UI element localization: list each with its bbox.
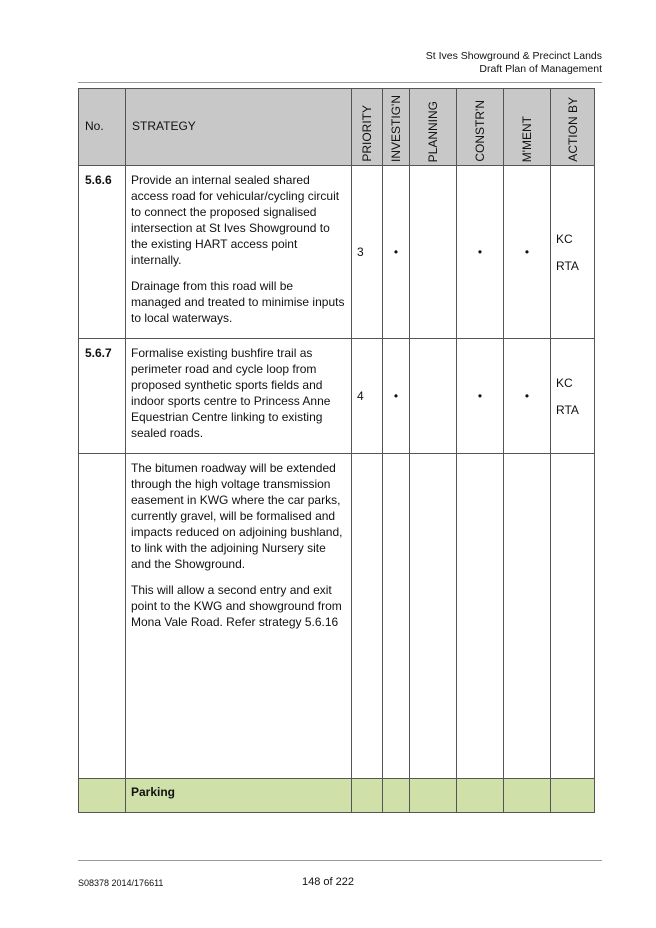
construction-cell [457,454,504,779]
planning-cell [410,166,457,339]
management-cell [504,454,551,779]
header-subtitle: Draft Plan of Management [479,63,602,75]
investigation-cell: • [383,166,410,339]
footer-rule [78,860,602,861]
section-cell [383,779,410,813]
table-header-row [79,89,595,166]
strategy-number: 5.6.7 [79,339,126,454]
strategy-text: The bitumen roadway will be extended through the high voltage transmission easement in KWG where the car parks, currently gravel, will be formalised and impacts reduced on adjoining bushland, to link with the adjoining Nursery site and the Showground. [131,461,343,571]
section-cell [551,779,595,813]
priority-cell [352,454,383,779]
section-no-cell [79,779,126,813]
strategy-table [78,88,595,813]
action-agency: KC [556,375,573,390]
header-action-by: ACTION BY [551,89,595,166]
action-by-cell [551,166,595,339]
section-cell [352,779,383,813]
investigation-cell [383,454,410,779]
document-reference: S08378 2014/176611 [78,878,164,888]
header-title: St Ives Showground & Precinct Lands [425,50,602,62]
strategy-text: Provide an internal sealed shared access road for vehicular/cycling circuit to connect the proposed signalised intersection at St Ives Showground to the existing HART access point internally. [131,173,340,267]
investigation-cell: • [383,339,410,454]
header-strategy: STRATEGY [126,89,352,166]
priority-cell: 3 [352,166,383,339]
action-by-cell [551,339,595,454]
construction-cell: • [457,339,504,454]
header-priority: PRIORITY [352,89,383,166]
strategy-text: Formalise existing bushfire trail as perimeter road and cycle loop from proposed synthetic sports fields and indoor sports centre to Princess Anne Equestrian Centre linking to existing sealed roads. [131,346,331,440]
strategy-text: Drainage from this road will be managed and treated to minimise inputs to local waterways. [131,279,345,325]
construction-cell: • [457,166,504,339]
action-agency: RTA [556,258,579,273]
page-header [426,50,602,76]
action-by-cell [551,454,595,779]
header-planning: PLANNING [410,89,457,166]
header-no: No. [79,89,126,166]
header-rule [78,82,602,83]
table-row [79,339,595,454]
table-row [79,454,595,779]
section-title: Parking [131,785,176,799]
header-investigation: INVESTIG'N [383,89,410,166]
strategy-description [126,454,352,779]
strategy-number: 5.6.6 [79,166,126,339]
management-cell: • [504,339,551,454]
section-cell [457,779,504,813]
section-cell [504,779,551,813]
planning-cell [410,454,457,779]
priority-cell: 4 [352,339,383,454]
strategy-description [126,339,352,454]
page-number: 148 of 222 [302,876,354,888]
action-agency: RTA [556,402,579,417]
management-cell: • [504,166,551,339]
strategy-text: This will allow a second entry and exit point to the KWG and showground from Mona Vale Road. Refer strategy 5.6.16 [131,583,342,629]
section-title-cell [126,779,352,813]
section-cell [410,779,457,813]
header-construction: CONSTR'N [457,89,504,166]
header-management: M'MENT [504,89,551,166]
planning-cell [410,339,457,454]
strategy-description [126,166,352,339]
action-agency: KC [556,231,573,246]
table-row [79,166,595,339]
section-row-parking [79,779,595,813]
strategy-number [79,454,126,779]
